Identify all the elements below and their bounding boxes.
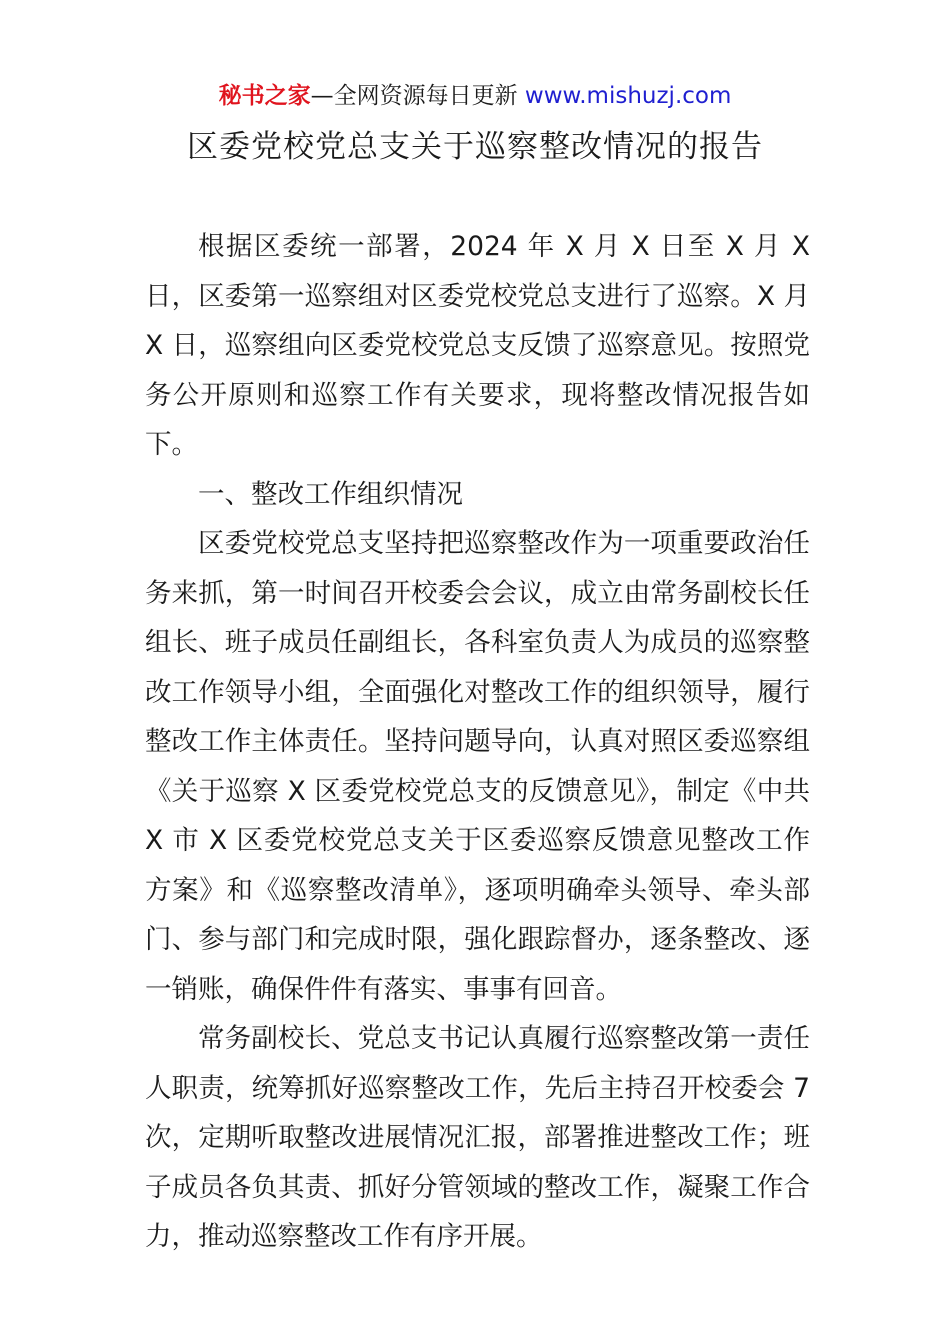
paragraph-intro: 根据区委统一部署，2024 年 X 月 X 日至 X 月 X 日，区委第一巡察组对区委党校党总支进行了巡察。X 月 X 日，巡察组向区委党校党总支反馈了巡察意见。按照党务公开原则和巡察工作有关要求，现将整改情况报告如下。 [145,231,810,460]
section-heading-1: 一、整改工作组织情况 [198,478,463,510]
site-url-link[interactable]: www.mishuzj.com [524,83,732,109]
paragraph-organization: 区委党校党总支坚持把巡察整改作为一项重要政治任务来抓，第一时间召开校委会会议，成立由常务副校长任组长、班子成员任副组长，各科室负责人为成员的巡察整改工作领导小组，全面强化对整改工作的组织领导，履行整改工作主体责任。坚持问题导向，认真对照区委巡察组《关于巡察 X 区委党校党总支的反馈意见》，制定《中共 X 市 X 区委党校党总支关于区委巡察反馈意见整改工作方案》和《巡察整改清单》，逐项明确牵头领导、牵头部门、参与部门和完成时限，强化跟踪督办，逐条整改、逐一销账，确保件件有落实、事事有回音。 [145,528,810,1005]
paragraph-responsibility: 常务副校长、党总支书记认真履行巡察整改第一责任人职责，统筹抓好巡察整改工作，先后主持召开校委会 7 次，定期听取整改进展情况汇报，部署推进整改工作；班子成员各负其责、抓好分管领域的整改工作，凝聚工作合力，推动巡察整改工作有序开展。 [145,1023,810,1252]
document-title: 区委党校党总支关于巡察整改情况的报告 [187,129,763,165]
site-header [0,80,950,112]
document-body [145,222,810,1262]
site-slogan: —全网资源每日更新 [310,83,525,109]
site-brand: 秘书之家 [218,83,311,109]
